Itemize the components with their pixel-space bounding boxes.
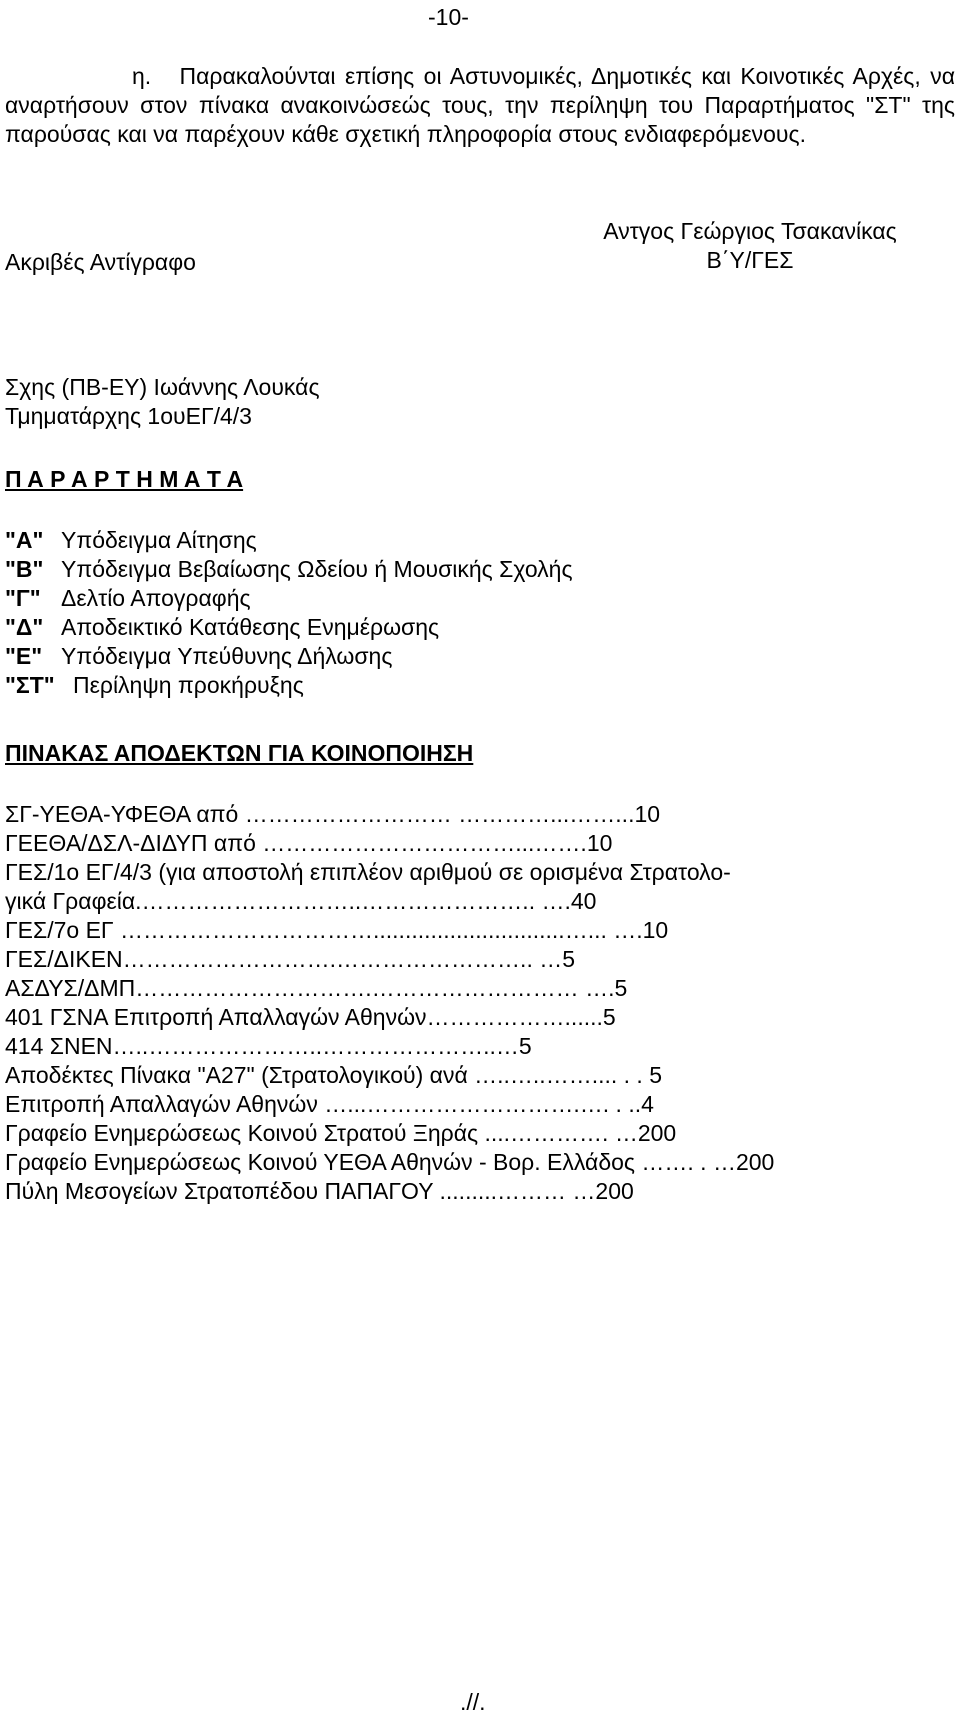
annex-code: "Γ": [5, 585, 41, 611]
distribution-line: ΑΣΔΥΣ/ΔΜΠ………………………….……………………… ….5: [5, 975, 628, 1001]
distribution-line: ΣΓ-ΥΕΘΑ-ΥΦΕΘΑ από ……………………… …………...……...10: [5, 801, 661, 827]
annex-text: Αποδεικτικό Κατάθεσης Ενημέρωσης: [61, 614, 440, 640]
distribution-line: ΓΕΕΘΑ/ΔΣΛ-ΔΙΔΥΠ από ……………………………...…….10: [5, 830, 613, 856]
distribution-line: Γραφείο Ενημερώσεως Κοινού ΥΕΘΑ Αθηνών - Βορ. Ελλάδος ……. . …200: [5, 1149, 775, 1175]
distribution-line: γικά Γραφεία.………………………..………………….. ….40: [5, 888, 597, 914]
signatory-name: Αντγος Γεώργιος Τσακανίκας: [603, 218, 897, 244]
distribution-line: ΓΕΣ/ΔΙΚΕΝ……………………….…………………….. …5: [5, 946, 576, 972]
distribution-line: Πύλη Μεσογείων Στρατοπέδου ΠΑΠΑΓΟΥ .........……… …200: [5, 1178, 634, 1204]
annex-item: [5, 584, 251, 613]
annex-code: "Α": [5, 527, 44, 553]
distribution-line: Αποδέκτες Πίνακα "Α27" (Στρατολογικού) ανά …..…..…….... . . 5: [5, 1062, 663, 1088]
annex-code: "Δ": [5, 614, 44, 640]
distribution-line: 401 ΓΣΝΑ Επιτροπή Απαλλαγών Αθηνών………………......5: [5, 1004, 616, 1030]
notice-paragraph: [5, 62, 955, 149]
distribution-line: ΓΕΣ/1ο ΕΓ/4/3 (για αποστολή επιπλέον αριθμού σε ορισμένα Στρατολο-: [5, 859, 731, 885]
annex-item: [5, 526, 257, 555]
annex-text: Υπόδειγμα Βεβαίωσης Ωδείου ή Μουσικής Σχολής: [61, 556, 573, 582]
annex-item: [5, 642, 392, 671]
annex-code: "ΣΤ": [5, 672, 55, 698]
authenticator-name: Σχης (ΠΒ-ΕΥ) Ιωάννης Λουκάς: [5, 374, 320, 400]
annexes-heading: Π Α Ρ Α Ρ Τ Η Μ Α Τ Α: [5, 466, 244, 492]
distribution-line: Γραφείο Ενημερώσεως Κοινού Στρατού Ξηράς ....…………. …200: [5, 1120, 677, 1146]
annex-text: Υπόδειγμα Αίτησης: [61, 527, 257, 553]
page-number: -10-: [428, 4, 469, 30]
signatory-title: Β΄Υ/ΓΕΣ: [706, 247, 794, 273]
annex-code: "Ε": [5, 643, 43, 669]
annex-item: [5, 671, 304, 700]
annex-item: [5, 613, 439, 642]
certified-copy-label: Ακριβές Αντίγραφο: [5, 249, 196, 275]
distribution-line: 414 ΣΝΕΝ…..…………………..…………………..…5: [5, 1033, 532, 1059]
annex-text: Περίληψη προκήρυξης: [73, 672, 304, 698]
authenticator-title: Τμηματάρχης 1ουΕΓ/4/3: [5, 403, 252, 429]
continuation-mark: .//.: [460, 1689, 486, 1715]
distribution-heading: ΠΙΝΑΚΑΣ ΑΠΟΔΕΚΤΩΝ ΓΙΑ ΚΟΙΝΟΠΟΙΗΣΗ: [5, 740, 474, 766]
distribution-line: ΓΕΣ/7ο ΕΓ ……………………………..............................…... ….10: [5, 917, 669, 943]
annex-code: "Β": [5, 556, 44, 582]
annex-text: Δελτίο Απογραφής: [61, 585, 251, 611]
annex-item: [5, 555, 573, 584]
annex-text: Υπόδειγμα Υπεύθυνης Δήλωσης: [61, 643, 393, 669]
paragraph-text: Παρακαλούνται επίσης οι Αστυνομικές, Δημοτικές και Κοινοτικές Αρχές, να αναρτήσουν στον πίνακα ανακοινώσεώς τους, την περίληψη του Παραρτήματος "ΣΤ" της παρούσας και να παρέχουν κάθε σχετική πληροφορία στους ενδιαφερόμενους.: [5, 63, 956, 147]
distribution-line: Επιτροπή Απαλλαγών Αθηνών …...……………………….…. . ..4: [5, 1091, 654, 1117]
paragraph-marker: η.: [132, 63, 152, 89]
